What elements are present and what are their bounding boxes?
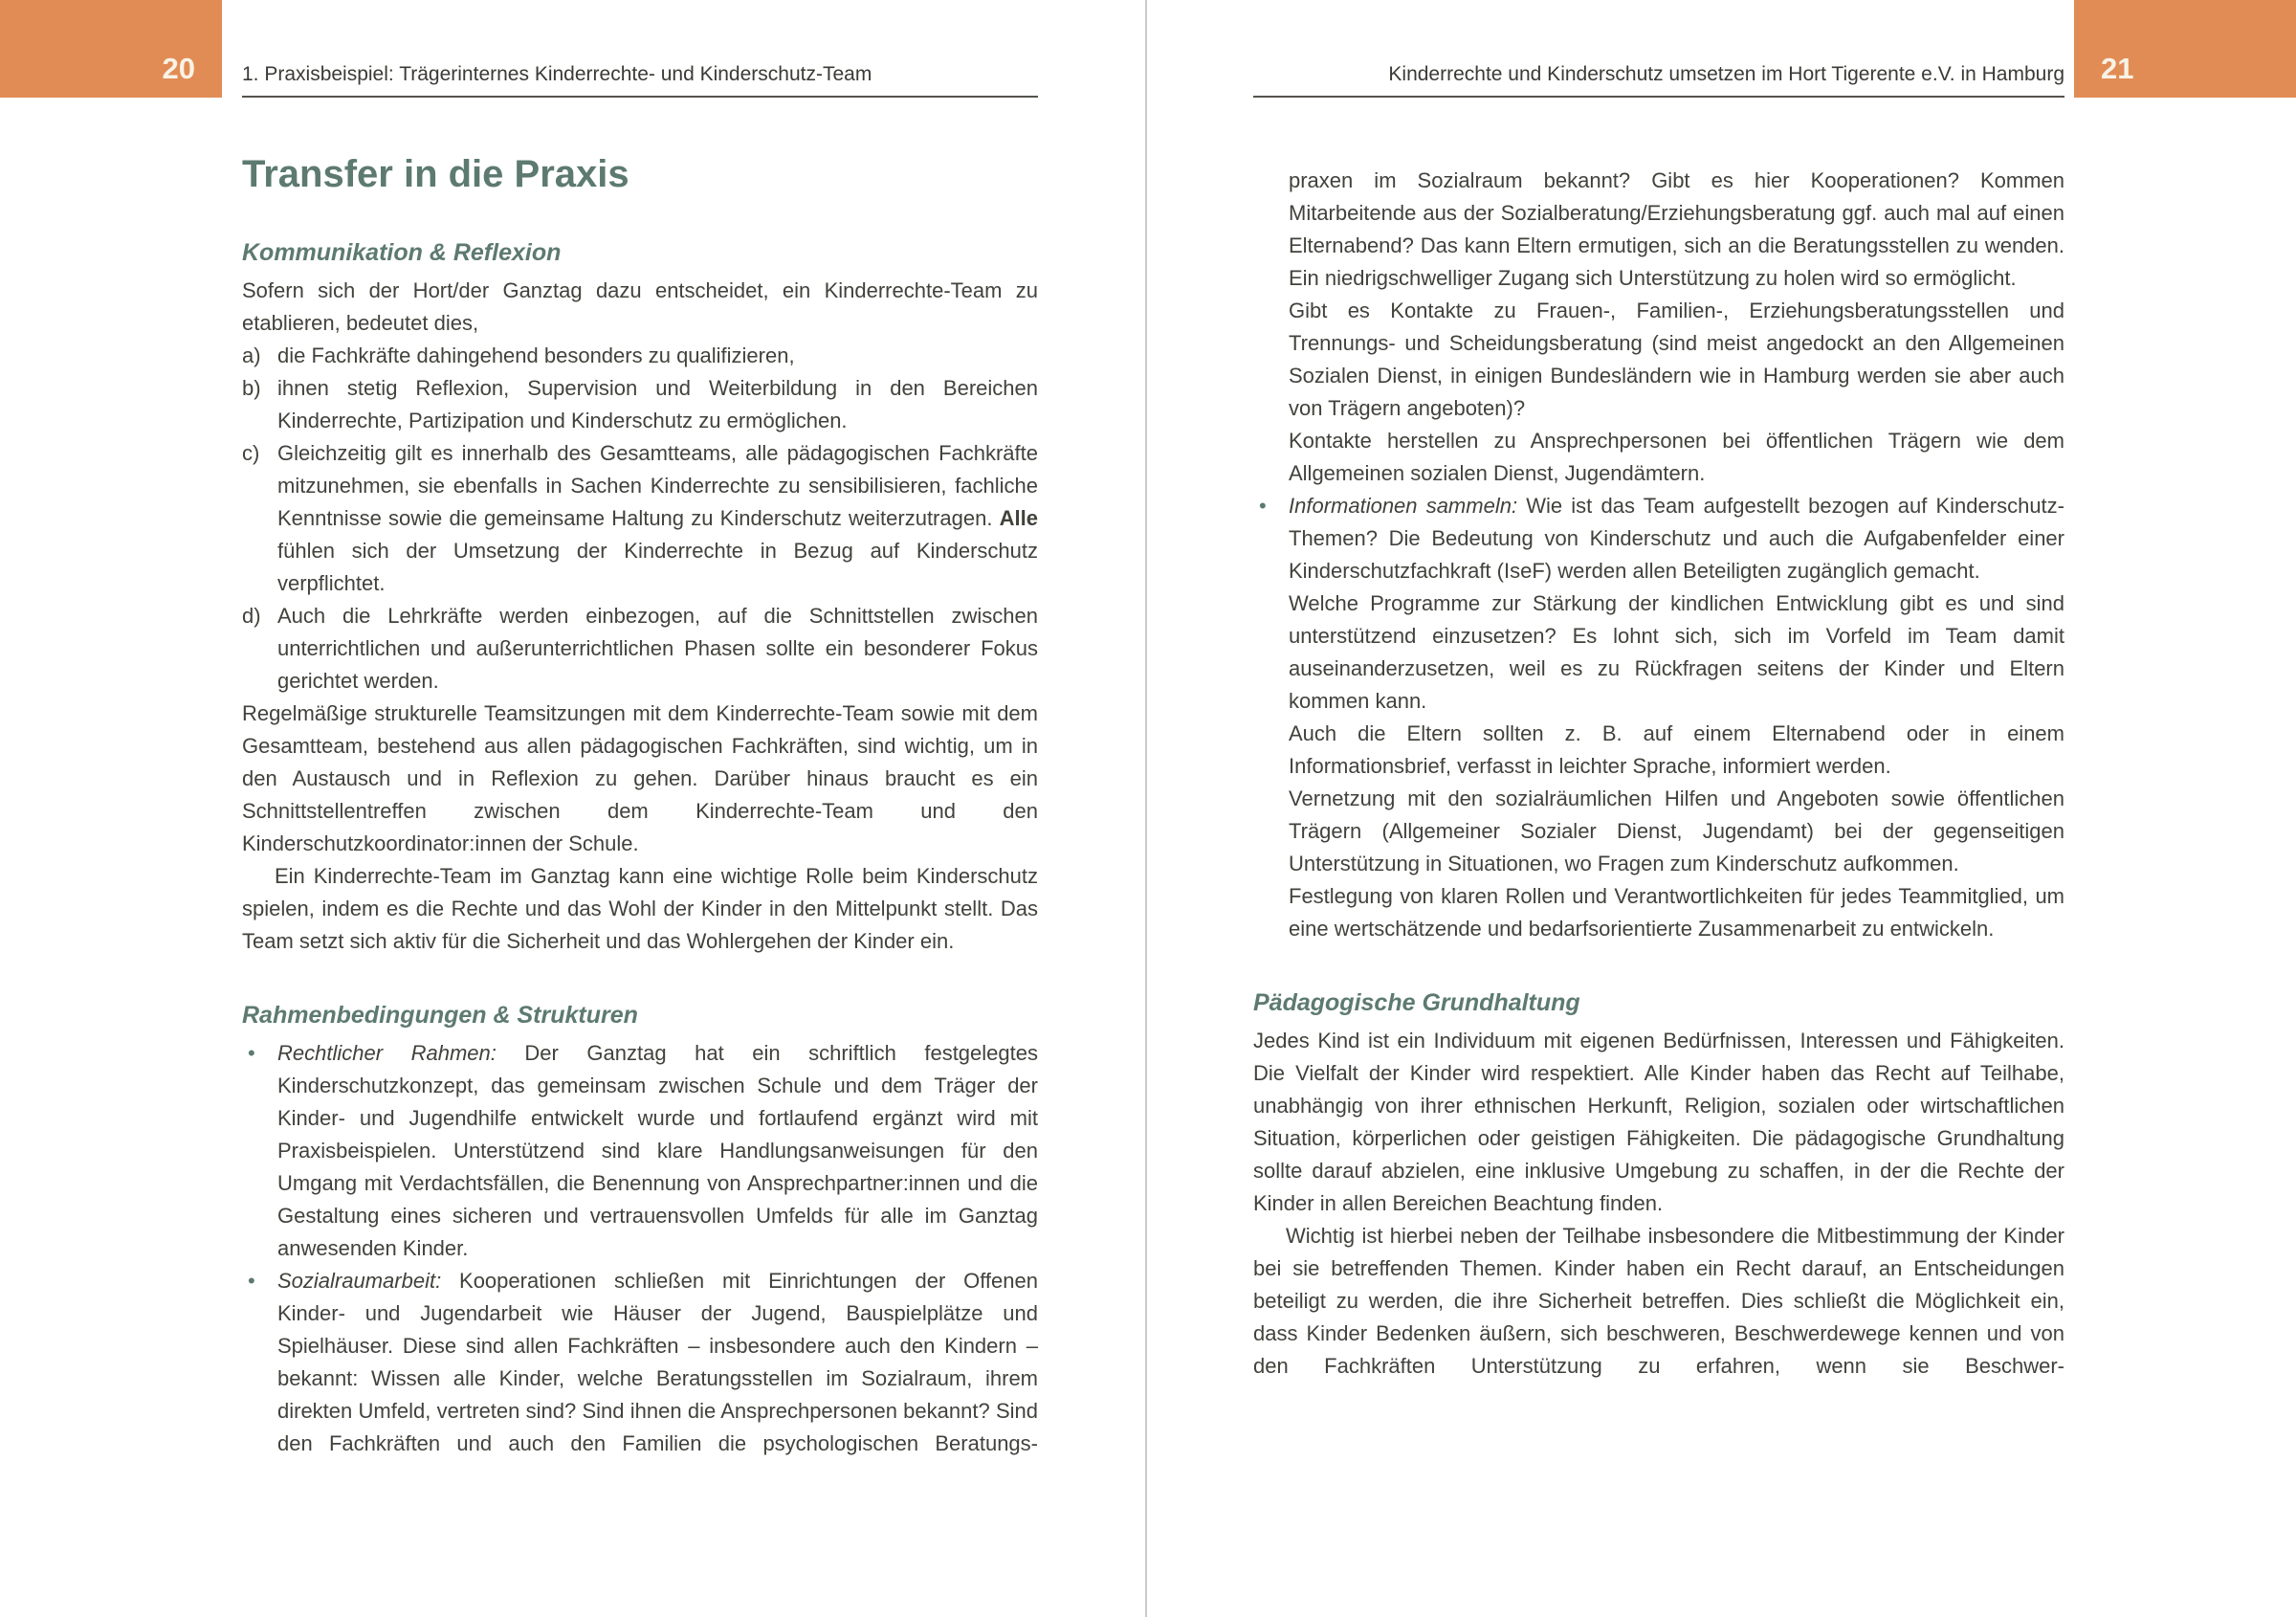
list-item-text: Auch die Lehrkräfte werden einbezogen, auf die Schnittstellen zwischen unterrichtlichen und außerunterrichtlichen Phasen sollte ein besonderer Fokus gerichtet werden.: [277, 604, 1038, 693]
spread-divider: [1145, 0, 1147, 1617]
paragraph: Jedes Kind ist ein Individuum mit eigenen Bedürfnissen, Interessen und Fähigkeiten. Die Vielfalt der Kinder wird respektiert. Alle Kinder haben das Recht auf Teilhabe, unabhängig von ihrer ethnischen Herkunft, Religion, sozialen oder wirtschaftlichen Situation, körperlichen oder geistigen Fähigkeiten. Die pädagogische Grundhaltung sollte darauf abzielen, eine inklusive Umgebung zu schaffen, in der die Rechte der Kinder in allen Bereichen Beachtung finden.: [1253, 1029, 2064, 1215]
running-header-left: [242, 0, 1038, 98]
bullet-item-informationen-sammeln: [1253, 490, 2064, 587]
list-marker: a): [242, 343, 261, 367]
section-heading-kommunikation: Kommunikation & Reflexion: [242, 239, 562, 266]
paragraph: Gibt es Kontakte zu Frauen-, Familien-, Erziehungsberatungsstellen und Trennungs- und Scheidungsberatung (sind meist angedockt an den Allgemeinen Sozialen Dienst, in einigen Bundesländern wie in Hamburg werden sie aber auch von Trägern angeboten)?: [1289, 299, 2064, 420]
running-header-right-text: Kinderrechte und Kinderschutz umsetzen im Hort Tigerente e.V. in Hamburg: [1388, 63, 2064, 85]
page-number-right: 21: [2101, 52, 2134, 85]
list-marker: b): [242, 376, 261, 400]
list-item-b: [242, 372, 1038, 437]
page-number-left: 20: [162, 52, 195, 85]
paragraph: Kontakte herstellen zu Ansprechpersonen bei öffentlichen Trägern wie dem Allgemeinen sozialen Dienst, Jugendämtern.: [1289, 429, 2064, 485]
bullet-item-rechtlicher-rahmen: [242, 1037, 1038, 1265]
bullet-item-sozialraumarbeit: [242, 1265, 1038, 1460]
paragraph: Auch die Eltern sollten z. B. auf einem Elternabend oder in einem Informationsbrief, verfasst in leichter Sprache, informiert werden.: [1289, 721, 2064, 778]
list-item-a: [242, 340, 1038, 372]
running-header-right: [1253, 0, 2064, 98]
paragraph: Regelmäßige strukturelle Teamsitzungen mit dem Kinderrechte-Team sowie mit dem Gesamtteam, bestehend aus allen pädagogischen Fachkräften, sind wichtig, um in den Austausch und in Reflexion zu gehen. Darüber hinaus braucht es ein Schnittstellentreffen zwischen dem Kinderrechte-Team und den Kinderschutzkoordinator:innen der Schule.: [242, 701, 1038, 855]
paragraph: Festlegung von klaren Rollen und Verantwortlichkeiten für jedes Teammitglied, um eine wertschätzende und bedarfsorientierte Zusammenarbeit zu entwickeln.: [1289, 884, 2064, 941]
page-tab-right: [2074, 0, 2296, 98]
left-page-content: [242, 153, 1038, 1460]
page-title: Transfer in die Praxis: [242, 153, 629, 195]
list-item-text-after: fühlen sich der Umsetzung der Kinderrechte in Bezug auf Kinderschutz verpflichtet.: [277, 539, 1038, 595]
bullet-lead: Sozialraumarbeit:: [277, 1269, 442, 1293]
section-heading-rahmenbedingungen: Rahmenbedingungen & Strukturen: [242, 1002, 638, 1029]
intro-paragraph: Sofern sich der Hort/der Ganztag dazu entscheidet, ein Kinderrechte-Team zu etablieren, bedeutet dies,: [242, 278, 1038, 335]
bullet-icon: •: [248, 1041, 255, 1065]
paragraph: Ein Kinderrechte-Team im Ganztag kann eine wichtige Rolle beim Kinderschutz spielen, indem es die Rechte und das Wohl der Kinder in den Mittelpunkt stellt. Das Team setzt sich aktiv für die Sicherheit und das Wohlergehen der Kinder ein.: [242, 864, 1038, 953]
paragraph: Vernetzung mit den sozialräumlichen Hilfen und Angeboten sowie öffentlichen Trägern (Allgemeiner Sozialer Dienst, Jugendamt) bei der gegenseitigen Unterstützung in Situationen, wo Fragen zum Kinderschutz aufkommen.: [1289, 786, 2064, 875]
list-item-c: [242, 437, 1038, 600]
list-marker: d): [242, 604, 261, 628]
bullet-body: Kooperationen schließen mit Einrichtungen der Offenen Kinder- und Jugendarbeit wie Häuser der Jugend, Bauspielplätze und Spielhäuser. Diese sind allen Fachkräften – insbesondere auch den Kindern – bekannt: Wissen alle Kinder, welche Beratungsstellen im Sozialraum, ihrem direkten Umfeld, vertreten sind? Sind ihnen die Ansprechpersonen bekannt? Sind den Fachkräften und auch den Familien die psychologischen Beratungs-: [277, 1269, 1038, 1455]
bullet-follow-block: [1253, 587, 2064, 945]
paragraph: praxen im Sozialraum bekannt? Gibt es hier Kooperationen? Kommen Mitarbeitende aus der Sozialberatung/Erziehungsberatung ggf. auch mal auf einen Elternabend? Das kann Eltern ermutigen, sich an die Beratungsstellen zu wenden. Ein niedrigschwelliger Zugang sich Unterstützung zu holen wird so ermöglicht.: [1289, 168, 2064, 290]
bullet-lead: Informationen sammeln:: [1289, 494, 1518, 518]
list-marker: c): [242, 441, 260, 465]
right-page-content: [1253, 165, 2064, 1383]
bullet-body: Wie ist das Team aufgestellt bezogen auf Kinderschutz-Themen? Die Bedeutung von Kinderschutz und auch die Aufgabenfelder einer Kinderschutzfachkraft (IseF) werden allen Beteiligten zugänglich gemacht.: [1289, 494, 2064, 583]
bullet-lead: Rechtlicher Rahmen:: [277, 1041, 497, 1065]
page-tab-left: [0, 0, 222, 98]
list-item-text: die Fachkräfte dahingehend besonders zu qualifizieren,: [277, 343, 795, 367]
bullet-icon: •: [248, 1269, 255, 1293]
bullet-text: [1289, 490, 2064, 587]
list-item-text: ihnen stetig Reflexion, Supervision und Weiterbildung in den Bereichen Kinderrechte, Partizipation und Kinderschutz zu ermöglichen.: [277, 376, 1038, 432]
bullet-icon: •: [1259, 494, 1267, 518]
bullet-text: [277, 1265, 1038, 1460]
running-header-left-text: 1. Praxisbeispiel: Trägerinternes Kinderrechte- und Kinderschutz-Team: [242, 63, 872, 85]
section-heading-paedagogische-grundhaltung: Pädagogische Grundhaltung: [1253, 989, 1580, 1016]
paragraph: Welche Programme zur Stärkung der kindlichen Entwicklung gibt es und sind unterstützend einzusetzen? Es lohnt sich, sich im Vorfeld im Team damit auseinanderzusetzen, weil es zu Rückfragen seitens der Kinder und Eltern kommen kann.: [1289, 591, 2064, 713]
list-item-text: [277, 437, 1038, 600]
list-item-text-before: Gleichzeitig gilt es innerhalb des Gesamtteams, alle pädagogischen Fachkräfte mitzunehmen, sie ebenfalls in Sachen Kinderrechte zu sensibilisieren, fachliche Kenntnisse sowie die gemeinsame Haltung zu Kinderschutz weiterzutragen.: [277, 441, 1038, 530]
continuation-block: [1253, 165, 2064, 490]
bullet-text: [277, 1037, 1038, 1265]
bullet-body: Der Ganztag hat ein schriftlich festgelegtes Kinderschutzkonzept, das gemeinsam zwischen Schule und dem Träger der Kinder- und Jugendhilfe entwickelt wurde und fortlaufend ergänzt wird mit Praxisbeispielen. Unterstützend sind klare Handlungsanweisungen für den Umgang mit Verdachtsfällen, die Benennung von Ansprechpartner:innen und die Gestaltung eines sicheren und vertrauensvollen Umfelds für alle im Ganztag anwesenden Kinder.: [277, 1041, 1038, 1260]
bold-emphasis: Alle: [999, 506, 1038, 530]
list-item-d: [242, 600, 1038, 698]
paragraph: Wichtig ist hierbei neben der Teilhabe insbesondere die Mitbestimmung der Kinder bei sie betreffenden Themen. Kinder haben ein Recht darauf, an Entscheidungen beteiligt zu werden, die ihre Sicherheit betreffen. Dies schließt die Möglichkeit ein, dass Kinder Bedenken äußern, sich beschweren, Beschwerdewege kennen und von den Fachkräften Unterstützung zu erfahren, wenn sie Beschwer-: [1253, 1224, 2064, 1378]
